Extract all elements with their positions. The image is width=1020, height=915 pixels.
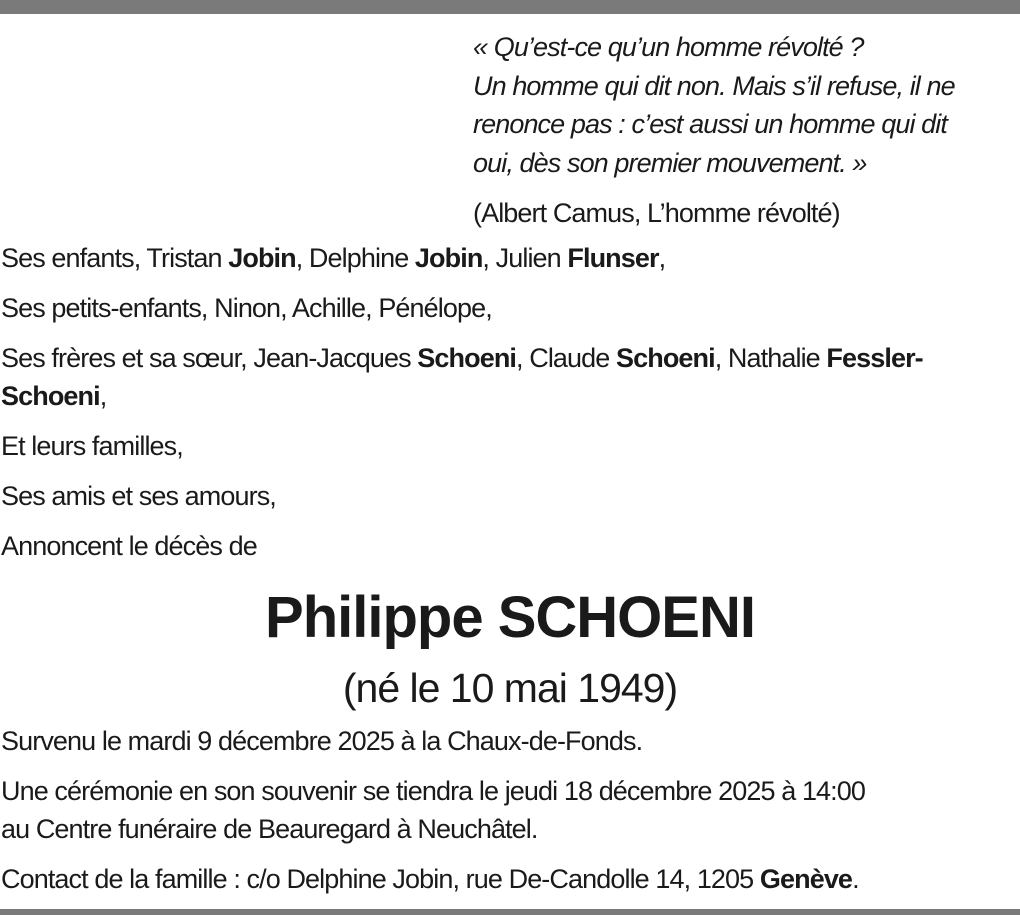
quote-line: Un homme qui dit non. Mais s’il refuse, il ne xyxy=(473,70,955,101)
children-text: , Delphine xyxy=(295,243,415,273)
children-prefix: Ses enfants, Tristan xyxy=(1,243,229,273)
quote-line: renonce pas : c’est aussi un homme qui dit xyxy=(473,109,947,139)
siblings-prefix: Ses frères et sa sœur, Jean-Jacques xyxy=(1,343,418,373)
family-announcement xyxy=(1,239,1016,577)
children-text: , xyxy=(658,243,666,273)
surname: Fessler-Schoeni xyxy=(1,343,923,411)
ceremony-line-1: Une cérémonie en son souvenir se tiendra le jeudi 18 décembre 2025 à 14:00 xyxy=(1,776,866,806)
children-line xyxy=(1,239,1016,277)
surname: Jobin xyxy=(228,243,296,273)
announce-line: Annoncent le décès de xyxy=(1,531,257,561)
families-line: Et leurs familles, xyxy=(1,431,183,461)
contact-suffix: . xyxy=(852,864,859,894)
siblings-text: , xyxy=(99,381,107,411)
top-border-bar xyxy=(0,0,1020,14)
deceased-name: Philippe SCHOENI xyxy=(265,585,755,650)
quote-source: (Albert Camus, L’homme révolté) xyxy=(473,198,840,228)
surname: Jobin xyxy=(414,243,483,273)
contact-city: Genève xyxy=(759,864,853,894)
siblings-text: , Nathalie xyxy=(714,343,827,373)
siblings-text: , Claude xyxy=(516,343,616,373)
ceremony-line-2: au Centre funéraire de Beauregard à Neuchâtel. xyxy=(1,814,538,844)
ceremony-line xyxy=(1,772,1020,848)
children-text: , Julien xyxy=(482,243,568,273)
surname: Schoeni xyxy=(616,343,715,373)
contact-prefix: Contact de la famille : c/o Delphine Jobin, rue De-Candolle 14, 1205 xyxy=(1,864,760,894)
service-details xyxy=(1,722,1020,910)
friends-line: Ses amis et ses amours, xyxy=(1,481,276,511)
siblings-line xyxy=(1,339,1016,415)
death-line: Survenu le mardi 9 décembre 2025 à la Chaux-de-Fonds. xyxy=(1,726,643,756)
surname: Schoeni xyxy=(417,343,517,373)
bottom-border-bar xyxy=(0,909,1020,915)
contact-line xyxy=(1,860,1020,898)
surname: Flunser xyxy=(567,243,659,273)
grandchildren-line: Ses petits-enfants, Ninon, Achille, Pénélope, xyxy=(1,293,492,323)
quote-line: oui, dès son premier mouvement. » xyxy=(473,147,867,178)
quote-text xyxy=(473,28,1018,182)
birth-date: (né le 10 mai 1949) xyxy=(342,665,678,711)
epigraph-quote xyxy=(473,28,1018,232)
quote-line: « Qu’est-ce qu’un homme révolté ? xyxy=(473,32,864,62)
